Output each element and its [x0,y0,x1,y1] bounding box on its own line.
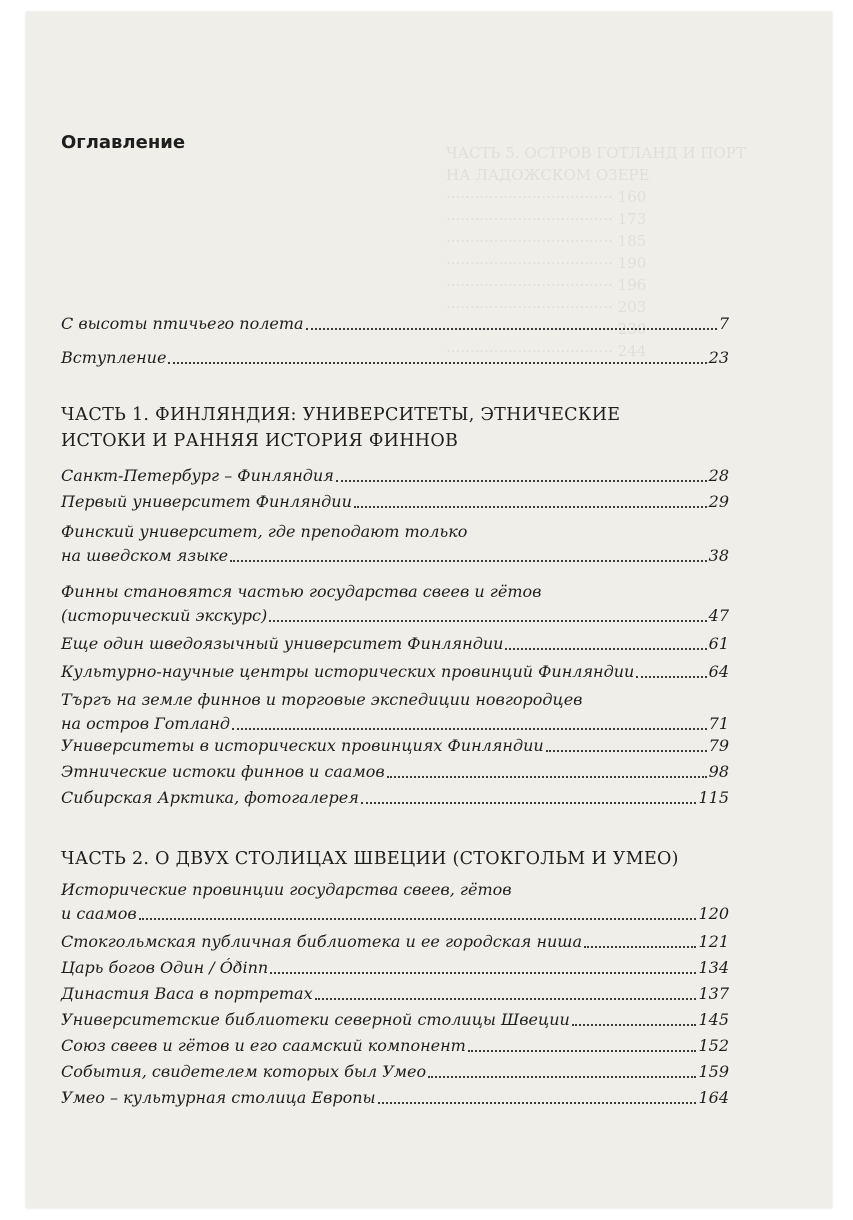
toc-entry[interactable] [61,660,729,684]
leader-dots [336,480,707,482]
toc-entry-text: на остров Готланд [61,714,231,733]
toc-entry[interactable] [61,490,729,514]
leader-dots [230,560,707,562]
part-1-heading-line1: ЧАСТЬ 1. ФИНЛЯНДИЯ: УНИВЕРСИТЕТЫ, ЭТНИЧЕСКИЕ [61,405,621,425]
toc-entry-text: на шведском языке [61,546,229,565]
leader-dots [306,328,717,330]
toc-entry-text: Этнические истоки финнов и саамов [61,762,385,781]
toc-entry[interactable] [61,464,729,488]
toc-entry-text: Университеты в исторических провинциях Финляндии [61,736,544,755]
toc-page-number: 61 [708,634,729,653]
toc-entry-text: События, свидетелем которых был Умео [61,1062,427,1081]
toc-page-number: 159 [698,1062,729,1081]
toc-page-number: 29 [708,492,729,511]
part-1-heading-line2: ИСТОКИ И РАННЯЯ ИСТОРИЯ ФИННОВ [61,431,459,451]
book-page [26,12,832,1208]
toc-entry-text: Сибирская Арктика, фотогалерея [61,788,359,807]
part-2-heading-text: ЧАСТЬ 2. О ДВУХ СТОЛИЦАХ ШВЕЦИИ (СТОКГОЛЬМ И УМЕО) [61,849,679,869]
leader-dots [361,802,697,804]
toc-entry[interactable] [61,1034,729,1058]
toc-entry[interactable] [61,930,729,954]
leader-dots [572,1024,697,1026]
leader-dots [468,1050,697,1052]
toc-page-number: 115 [698,788,729,807]
toc-page-number: 98 [708,762,729,781]
toc-entry[interactable] [61,346,729,370]
leader-dots [354,506,707,508]
toc-page-number: 145 [698,1010,729,1029]
toc-entry-text: Союз свеев и гётов и его саамский компонент [61,1036,466,1055]
toc-page-number: 23 [708,348,729,367]
toc-page-number: 134 [698,958,729,977]
toc-entry-text: Царь богов Один / Óðinn [61,958,269,977]
leader-dots [269,620,706,622]
toc-entry-text: Культурно-научные центры исторических провинций Финляндии [61,662,635,681]
leader-dots [505,648,706,650]
leader-dots [270,972,696,974]
toc-entry-text: Еще один шведоязычный университет Финляндии [61,634,504,653]
toc-entry-text-line1: Финский университет, где преподают только [61,522,468,541]
toc-entry[interactable] [61,956,729,980]
toc-entry-text: Династия Васа в портретах [61,984,313,1003]
toc-entry-text: С высоты птичьего полета [61,314,304,333]
toc-entry-text: Стокгольмская публичная библиотека и ее городская ниша [61,932,582,951]
toc-entry[interactable] [61,688,729,736]
bleed-through-text: ЧАСТЬ 5. ОСТРОВ ГОТЛАНД И ПОРТ НА ЛАДОЖСКОМ ОЗЕРЕ ··································· 160 ··································· 173 ··································· 185 ··································· 190 ··································· 196 ··································· 203 ··································· 230 ··································· 244 [446,144,746,360]
toc-entry[interactable] [61,1086,729,1110]
toc-entry-text: Университетские библиотеки северной столицы Швеции [61,1010,570,1029]
toc-page-number: 79 [708,736,729,755]
leader-dots [636,676,706,678]
toc-entry[interactable] [61,632,729,656]
toc-entry-text: Первый университет Финляндии [61,492,352,511]
toc-entry[interactable] [61,982,729,1006]
leader-dots [428,1076,696,1078]
part-1-heading[interactable] [61,402,741,454]
toc-entry-text-line1: Финны становятся частью государства свеев и гётов [61,582,542,601]
toc-page-number: 121 [698,932,729,951]
page-title: Оглавление [61,132,186,153]
toc-page-number: 71 [708,714,729,733]
toc-entry[interactable] [61,760,729,784]
toc-entry[interactable] [61,786,729,810]
toc-page-number: 64 [708,662,729,681]
part-2-heading[interactable] [61,846,741,872]
leader-dots [315,998,697,1000]
leader-dots [584,946,696,948]
toc-page-number: 38 [708,546,729,565]
leader-dots [232,728,707,730]
toc-entry-text: (исторический экскурс) [61,606,268,625]
toc-entry[interactable] [61,520,729,568]
toc-entry-text: Умео – культурная столица Европы [61,1088,376,1107]
leader-dots [168,362,706,364]
toc-entry-text: Санкт-Петербург – Финляндия [61,466,334,485]
toc-entry[interactable] [61,312,729,336]
toc-entry-text: и саамов [61,904,137,923]
leader-dots [378,1102,697,1104]
leader-dots [139,918,697,920]
toc-page-number: 164 [698,1088,729,1107]
toc-page-number: 120 [698,904,729,923]
toc-entry[interactable] [61,1060,729,1084]
toc-entry[interactable] [61,734,729,758]
toc-page-number: 7 [718,314,729,333]
toc-entry-text-line1: Исторические провинции государства свеев, гётов [61,880,512,899]
toc-entry[interactable] [61,580,729,628]
toc-page-number: 152 [698,1036,729,1055]
toc-entry-text: Вступление [61,348,167,367]
toc-page-number: 28 [708,466,729,485]
toc-page-number: 137 [698,984,729,1003]
toc-entry[interactable] [61,878,729,926]
toc-entry-text-line1: Търгъ на земле финнов и торговые экспедиции новгородцев [61,690,583,709]
leader-dots [546,750,707,752]
toc-page-number: 47 [708,606,729,625]
toc-entry[interactable] [61,1008,729,1032]
leader-dots [387,776,707,778]
